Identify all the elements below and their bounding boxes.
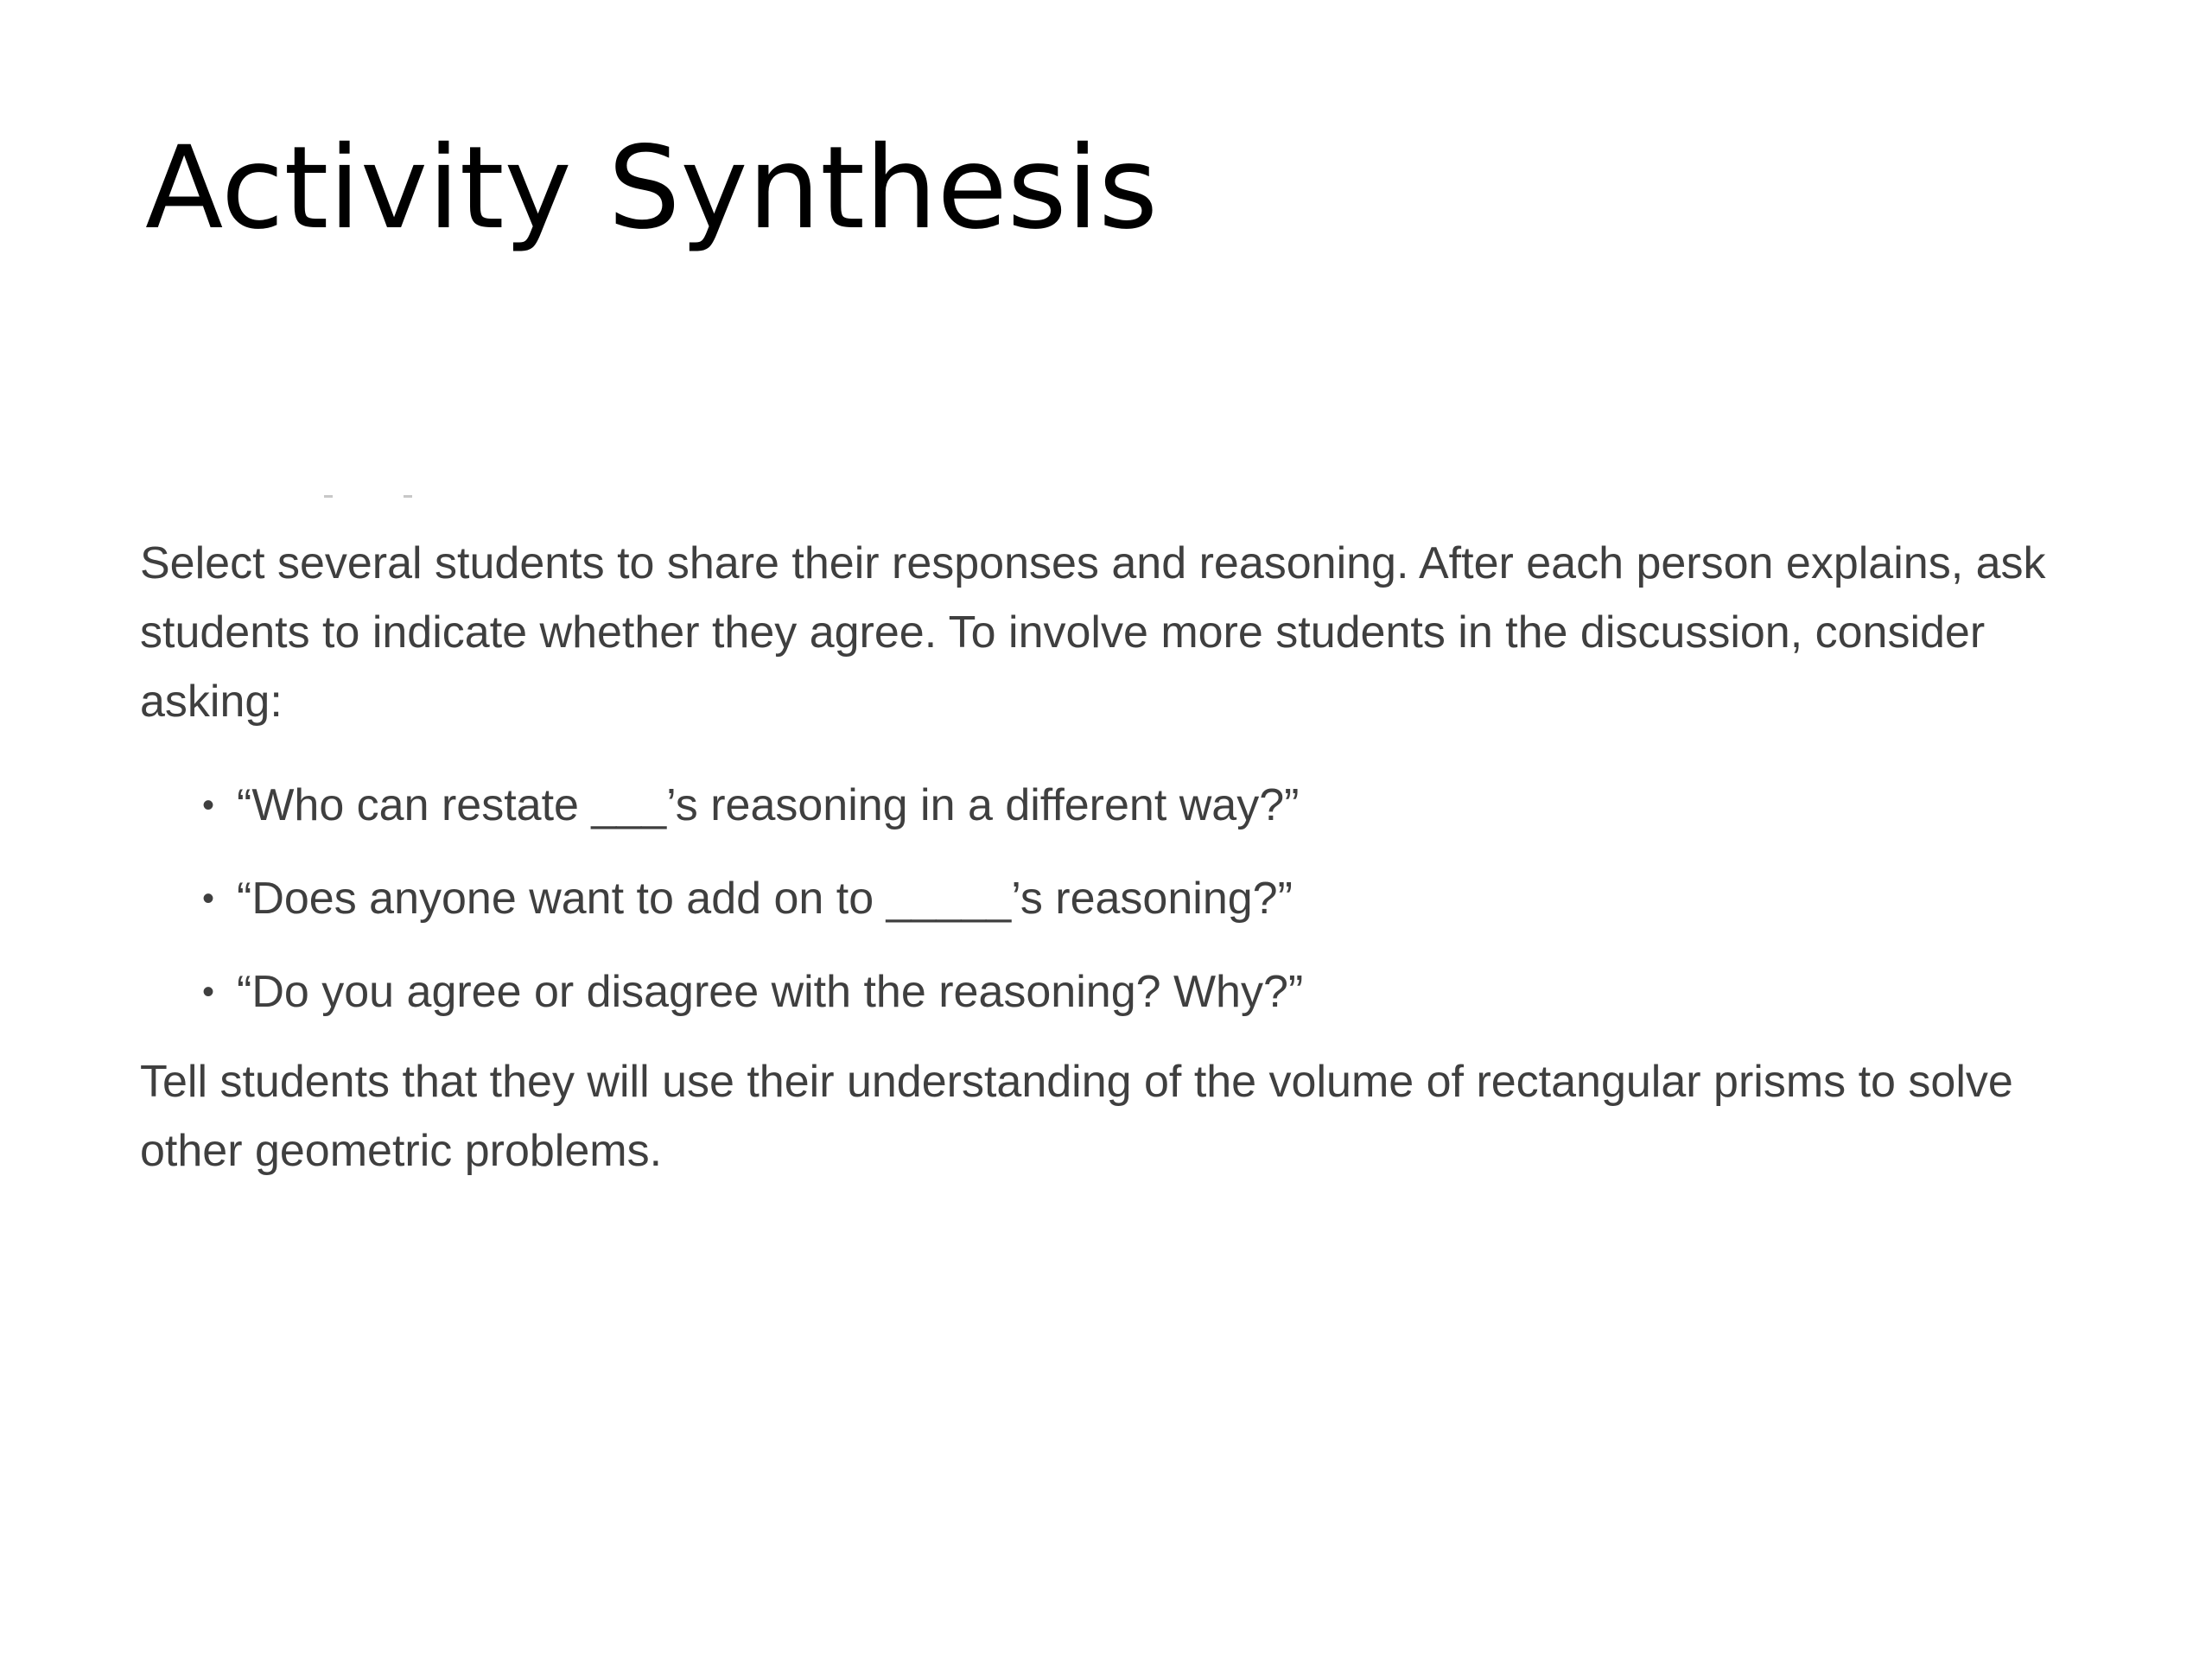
closing-paragraph: Tell students that they will use their understanding of the volume of rectangular prisms to solve other geometric problems. <box>140 1057 2013 1176</box>
bullet-icon: • <box>202 973 215 1011</box>
slide-title: Activity Synthesis <box>145 122 1159 255</box>
list-item-text: “Who can restate ___’s reasoning in a different way?” <box>237 780 1300 830</box>
bullet-icon: • <box>202 786 215 824</box>
list-item <box>202 957 2093 1027</box>
scan-artifact-mark <box>324 495 333 498</box>
list-item <box>202 864 2093 933</box>
bullet-icon: • <box>202 880 215 918</box>
question-list <box>140 771 2093 1027</box>
list-item-text: “Do you agree or disagree with the reasoning? Why?” <box>237 967 1304 1017</box>
list-item-text: “Does anyone want to add on to _____’s reasoning?” <box>237 874 1293 924</box>
list-item <box>202 771 2093 840</box>
intro-paragraph: Select several students to share their responses and reasoning. After each person explains, ask students to indicate whether they agree. To involve more students in the discussion, consider asking: <box>140 538 2046 727</box>
slide-body <box>140 529 2093 1185</box>
scan-artifact-mark <box>404 495 412 498</box>
